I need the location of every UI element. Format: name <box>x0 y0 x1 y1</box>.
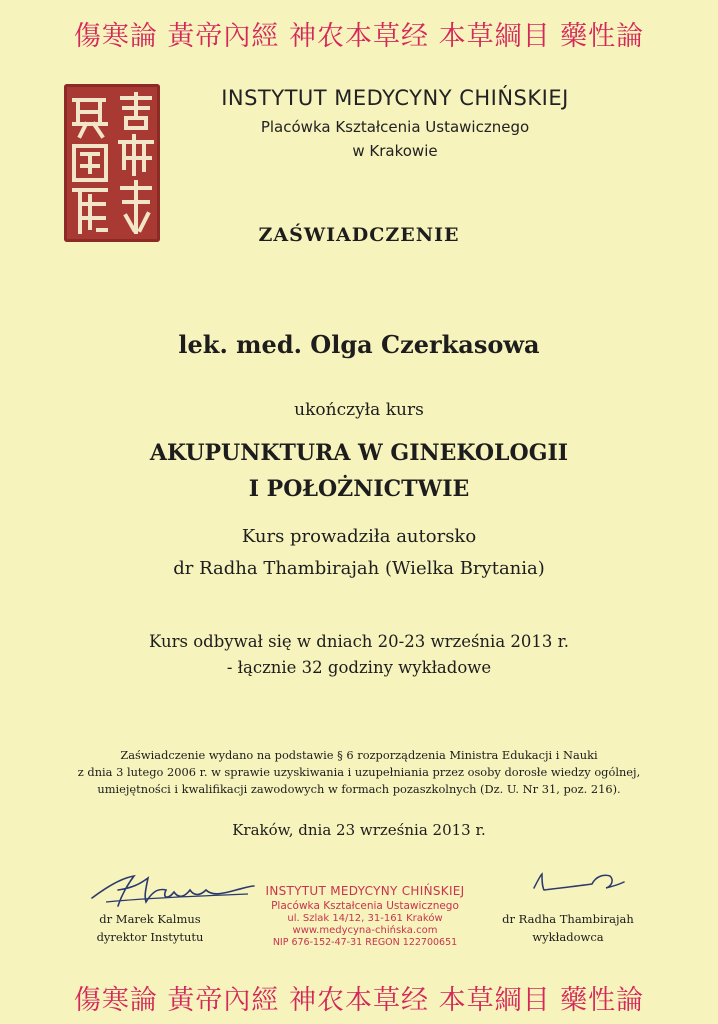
institute-subtitle: Placówka Kształcenia Ustawicznego <box>260 118 530 136</box>
lecturer-intro: Kurs prowadziła autorsko <box>241 526 477 547</box>
place-and-date: Kraków, dnia 23 września 2013 r. <box>232 821 486 839</box>
lecturer-signatory-role: wykładowca <box>532 930 604 944</box>
course-dates: Kurs odbywał się w dniach 20-23 września 2013 r. <box>149 632 569 651</box>
lecturer-signature-icon <box>530 870 626 896</box>
stamp-line-3: ul. Szlak 14/12, 31-161 Kraków <box>287 913 443 924</box>
legal-basis-line-3: umiejętności i kwalifikacji zawodowych w formach pozaszkolnych (Dz. U. Nr 31, poz. 216). <box>97 782 621 796</box>
completed-course-text: ukończyła kurs <box>294 400 424 420</box>
director-signature-icon <box>88 868 258 914</box>
seal-glyphs-icon <box>64 84 160 242</box>
legal-basis-line-1: Zaświadczenie wydano na podstawie § 6 rozporządzenia Ministra Edukacji i Nauki <box>120 748 598 762</box>
lecturer-name: dr Radha Thambirajah (Wielka Brytania) <box>173 558 545 579</box>
course-hours: - łącznie 32 godziny wykładowe <box>226 658 492 677</box>
director-role: dyrektor Instytutu <box>96 930 204 944</box>
institute-city: w Krakowie <box>352 142 438 160</box>
lecturer-signatory-name: dr Radha Thambirajah <box>502 912 634 926</box>
stamp-line-1: INSTYTUT MEDYCYNY CHIŃSKIEJ <box>265 884 465 898</box>
certificate-title: ZAŚWIADCZENIE <box>258 224 460 246</box>
institute-stamp <box>250 884 480 948</box>
stamp-line-5: NIP 676-152-47-31 REGON 122700651 <box>272 937 458 948</box>
chinese-seal-logo <box>64 84 160 242</box>
institute-name: INSTYTUT MEDYCYNY CHIŃSKIEJ <box>221 86 569 110</box>
stamp-line-4: www.medycyna-chińska.com <box>292 925 438 936</box>
course-title-line-2: I POŁOŻNICTWIE <box>248 476 470 502</box>
legal-basis-line-2: z dnia 3 lutego 2006 r. w sprawie uzyskiwania i uzupełniania przez osoby dorosłe wiedzy ogólnej, <box>77 765 641 779</box>
cjk-classics-footer: 傷寒論 黃帝內經 神农本草经 本草綱目 藥性論 <box>73 985 645 1016</box>
recipient-name: lek. med. Olga Czerkasowa <box>178 330 540 359</box>
stamp-line-2: Placówka Kształcenia Ustawicznego <box>271 900 459 912</box>
director-name: dr Marek Kalmus <box>99 912 201 926</box>
course-title-line-1: AKUPUNKTURA W GINEKOLOGII <box>149 440 569 466</box>
cjk-classics-header: 傷寒論 黃帝內經 神农本草经 本草綱目 藥性論 <box>73 21 645 52</box>
